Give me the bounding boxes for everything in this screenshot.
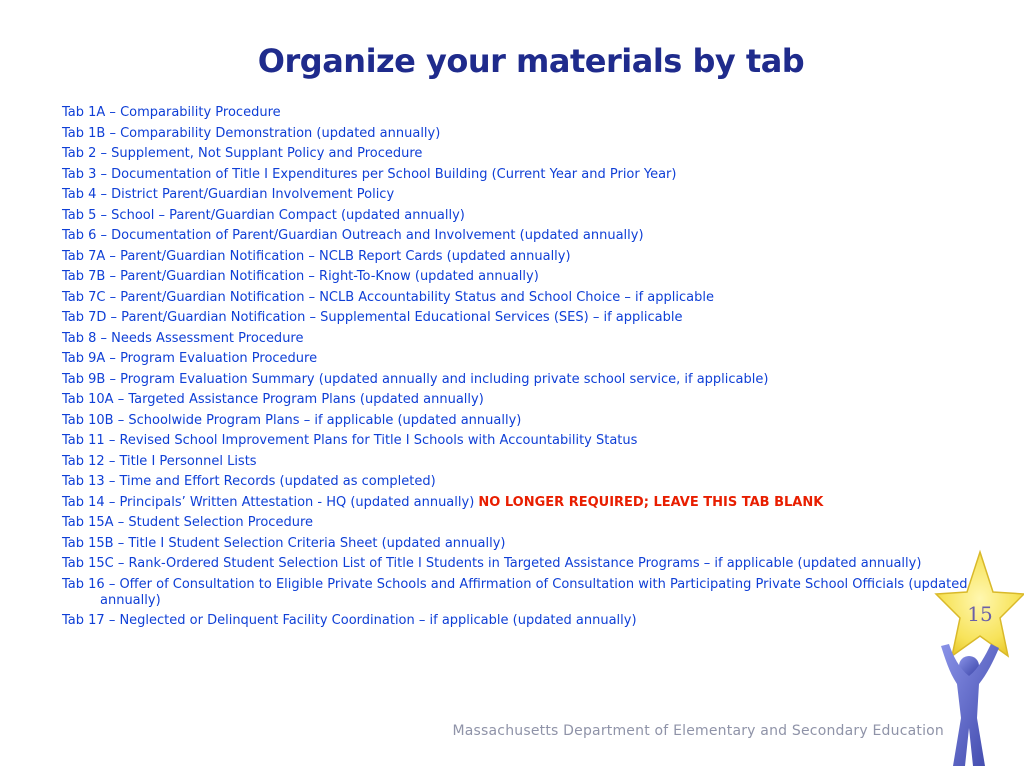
list-item bbox=[62, 577, 972, 609]
item-text: Tab 7C – Parent/Guardian Notification – NCLB Accountability Status and School Choice – if applicable bbox=[62, 289, 714, 305]
list-item bbox=[62, 372, 972, 388]
item-text: Tab 13 – Time and Effort Records (updated as completed) bbox=[62, 474, 436, 489]
item-text: Tab 14 – Principals’ Written Attestation - HQ (updated annually) bbox=[62, 494, 479, 510]
alert-text: NO LONGER REQUIRED; LEAVE THIS TAB BLANK bbox=[478, 494, 824, 510]
item-text: Tab 2 – Supplement, Not Supplant Policy and Procedure bbox=[62, 146, 423, 161]
list-item bbox=[62, 392, 972, 408]
list-item bbox=[62, 146, 972, 162]
item-text: Tab 15A – Student Selection Procedure bbox=[62, 515, 314, 530]
page-number: 15 bbox=[967, 602, 993, 626]
list-item bbox=[62, 433, 972, 449]
tab-list bbox=[62, 105, 972, 634]
list-item bbox=[62, 310, 972, 326]
list-item bbox=[62, 249, 972, 265]
item-text: Tab 17 – Neglected or Delinquent Facility Coordination – if applicable (updated annually) bbox=[62, 613, 637, 628]
item-text: Tab 3 – Documentation of Title I Expenditures per School Building (Current Year and Prior Year) bbox=[62, 166, 677, 182]
list-item bbox=[62, 515, 972, 531]
item-text: Tab 4 – District Parent/Guardian Involvement Policy bbox=[62, 187, 395, 202]
list-item bbox=[62, 331, 972, 347]
item-text: Tab 9A – Program Evaluation Procedure bbox=[62, 351, 318, 366]
item-text: Tab 12 – Title I Personnel Lists bbox=[62, 453, 257, 469]
footer-text: Massachusetts Department of Elementary and Secondary Education bbox=[452, 723, 944, 739]
list-item bbox=[62, 351, 972, 367]
list-item bbox=[62, 208, 972, 224]
list-item bbox=[62, 290, 972, 306]
list-item bbox=[62, 613, 972, 629]
item-text: Tab 15B – Title I Student Selection Criteria Sheet (updated annually) bbox=[62, 535, 506, 551]
item-text: Tab 7A – Parent/Guardian Notification – NCLB Report Cards (updated annually) bbox=[62, 248, 571, 264]
item-text: Tab 10A – Targeted Assistance Program Plans (updated annually) bbox=[62, 392, 484, 407]
list-item bbox=[62, 105, 972, 121]
list-item bbox=[62, 413, 972, 429]
list-item bbox=[62, 187, 972, 203]
item-text: Tab 9B – Program Evaluation Summary (updated annually and including private school service, if applicable) bbox=[62, 371, 769, 387]
item-text: Tab 5 – School – Parent/Guardian Compact (updated annually) bbox=[62, 207, 465, 223]
list-item bbox=[62, 269, 972, 285]
list-item bbox=[62, 474, 972, 490]
list-item bbox=[62, 126, 972, 142]
list-item bbox=[62, 454, 972, 470]
item-text: Tab 1B – Comparability Demonstration (updated annually) bbox=[62, 125, 441, 141]
item-text: Tab 6 – Documentation of Parent/Guardian Outreach and Involvement (updated annually) bbox=[62, 228, 644, 243]
item-text: Tab 8 – Needs Assessment Procedure bbox=[62, 330, 304, 346]
list-item bbox=[62, 495, 972, 511]
item-text: Tab 16 – Offer of Consultation to Eligible Private Schools and Affirmation of Consultation with Participating Private School Officials (updated annually) bbox=[62, 576, 968, 608]
item-text: Tab 15C – Rank-Ordered Student Selection List of Title I Students in Targeted Assistance Programs – if applicable (updated annually) bbox=[62, 556, 922, 571]
item-text: Tab 10B – Schoolwide Program Plans – if applicable (updated annually) bbox=[62, 412, 522, 428]
list-item bbox=[62, 167, 972, 183]
item-text: Tab 1A – Comparability Procedure bbox=[62, 105, 281, 120]
list-item bbox=[62, 556, 950, 572]
slide-title: Organize your materials by tab bbox=[257, 42, 805, 80]
item-text: Tab 11 – Revised School Improvement Plans for Title I Schools with Accountability Status bbox=[62, 433, 638, 448]
item-text: Tab 7B – Parent/Guardian Notification – Right-To-Know (updated annually) bbox=[62, 269, 539, 284]
list-item bbox=[62, 228, 972, 244]
item-text: Tab 7D – Parent/Guardian Notification – Supplemental Educational Services (SES) – if applicable bbox=[62, 310, 683, 325]
list-item bbox=[62, 536, 972, 552]
